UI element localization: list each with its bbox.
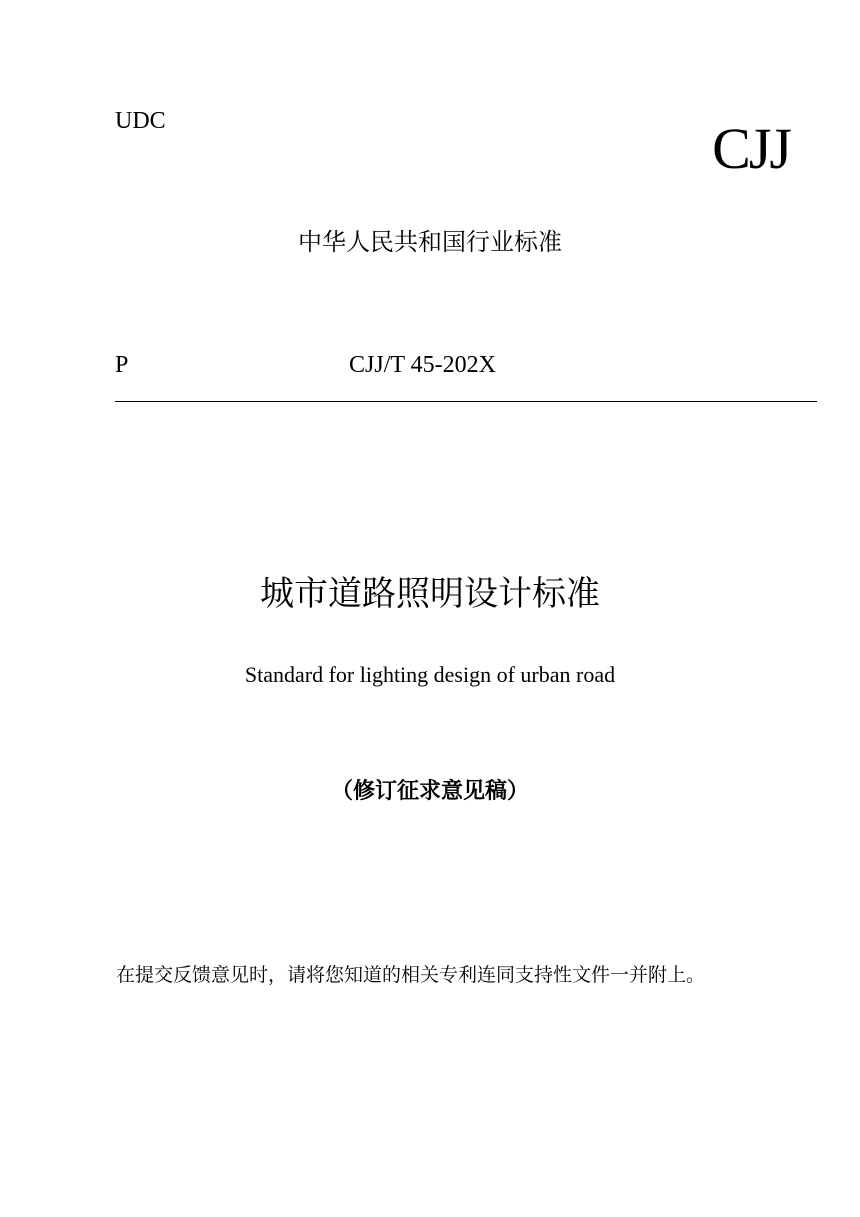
patent-disclosure-note: 在提交反馈意见时，请将您知道的相关专利连同支持性文件一并附上。	[116, 964, 706, 986]
standard-number: CJJ/T 45-202X	[349, 352, 496, 378]
classification-code: P	[115, 352, 129, 378]
series-mark: CJJ	[712, 116, 790, 181]
document-title-chinese: 城市道路照明设计标准	[260, 574, 600, 614]
draft-status-note: （修订征求意见稿）	[330, 779, 529, 804]
industry-standard-heading: 中华人民共和国行业标准	[298, 228, 562, 256]
header-divider	[115, 401, 817, 402]
document-title-english: Standard for lighting design of urban road	[244, 662, 616, 687]
udc-label: UDC	[115, 108, 166, 134]
